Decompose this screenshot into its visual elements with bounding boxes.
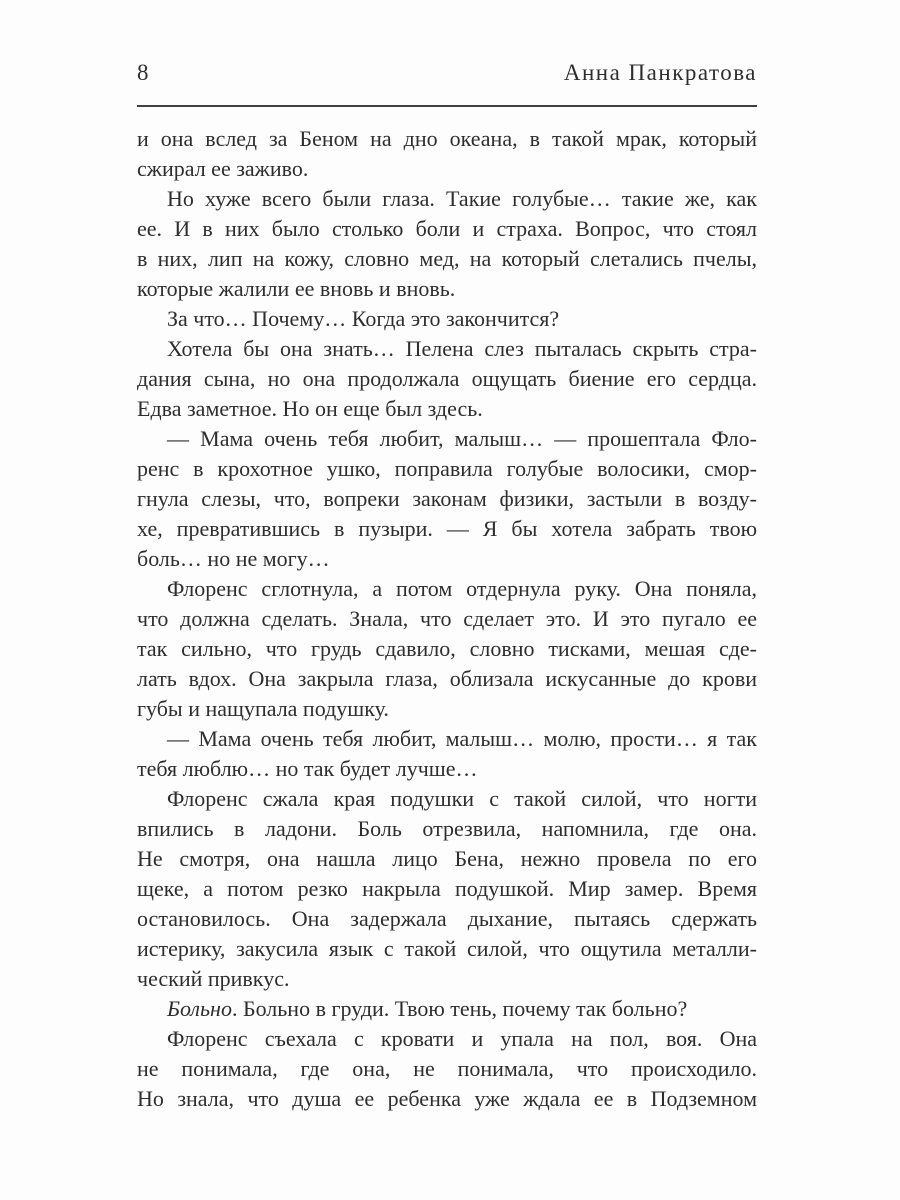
text-line: тебя люблю… но так будет лучше… bbox=[137, 756, 478, 781]
text-line: Флоренс сглотнула, а потом отдернула руку. Она поняла, bbox=[167, 576, 757, 601]
text-line: что должна сделать. Знала, что сделает это. И это пугало ее bbox=[137, 606, 757, 631]
text-line: лать вдох. Она закрыла глаза, облизала искусанные до крови bbox=[137, 666, 757, 691]
text-line: хе, превратившись в пузыри. — Я бы хотела забрать твою bbox=[137, 516, 757, 541]
text-line: боль… но не могу… bbox=[137, 546, 330, 571]
text-line: так сильно, что грудь сдавило, словно тисками, мешая сде- bbox=[137, 636, 757, 661]
text-line: дания сына, но она продолжала ощущать биение его сердца. bbox=[137, 366, 757, 391]
text-line: ческий привкус. bbox=[137, 966, 290, 991]
text-line: и она вслед за Беном на дно океана, в такой мрак, который bbox=[137, 126, 757, 151]
header-rule bbox=[137, 105, 757, 107]
text-line: Хотела бы она знать… Пелена слез пыталась скрыть стра- bbox=[167, 336, 757, 361]
page-header bbox=[137, 60, 757, 86]
italic-lead-word: Больно bbox=[167, 996, 232, 1021]
text-line: гнула слезы, что, вопреки законам физики, застыли в возду- bbox=[137, 486, 757, 511]
text-line: которые жалили ее вновь и вновь. bbox=[137, 276, 456, 301]
text-line: ее. И в них было столько боли и страха. Вопрос, что стоял bbox=[137, 216, 757, 241]
text-line: губы и нащупала подушку. bbox=[137, 696, 389, 721]
text-line: Не смотря, она нашла лицо Бена, нежно провела по его bbox=[137, 846, 757, 871]
running-title: Анна Панкратова bbox=[563, 60, 757, 85]
text-line: ренс в крохотное ушко, поправила голубые волосики, смор- bbox=[137, 456, 757, 481]
text-line: Больно. Больно в груди. Твою тень, почему так больно? bbox=[167, 996, 688, 1021]
page-number: 8 bbox=[137, 60, 149, 85]
text-line: впились в ладони. Боль отрезвила, напомнила, где она. bbox=[137, 816, 757, 841]
text-line: в них, лип на кожу, словно мед, на который слетались пчелы, bbox=[137, 246, 757, 271]
text-line: За что… Почему… Когда это закончится? bbox=[167, 306, 560, 331]
text-line: Но хуже всего были глаза. Такие голубые… такие же, как bbox=[167, 186, 757, 211]
text-line: Флоренс сжала края подушки с такой силой, что ногти bbox=[167, 786, 757, 811]
text-line: — Мама очень тебя любит, малыш… молю, прости… я так bbox=[167, 726, 757, 751]
text-line: истерику, закусила язык с такой силой, что ощутила металли- bbox=[137, 936, 757, 961]
text-line: остановилось. Она задержала дыхание, пытаясь сдержать bbox=[137, 906, 757, 931]
text-line: — Мама очень тебя любит, малыш… — прошептала Фло- bbox=[167, 426, 757, 451]
text-line: не понимала, где она, не понимала, что происходило. bbox=[137, 1056, 757, 1081]
text-line: щеке, а потом резко накрыла подушкой. Мир замер. Время bbox=[137, 876, 757, 901]
text-line: Но знала, что душа ее ребенка уже ждала ее в Подземном bbox=[137, 1086, 757, 1111]
text-line: Едва заметное. Но он еще был здесь. bbox=[137, 396, 483, 421]
text-line: сжирал ее заживо. bbox=[137, 156, 309, 181]
text-line: Флоренс съехала с кровати и упала на пол, воя. Она bbox=[167, 1026, 757, 1051]
page-body bbox=[137, 124, 757, 1114]
